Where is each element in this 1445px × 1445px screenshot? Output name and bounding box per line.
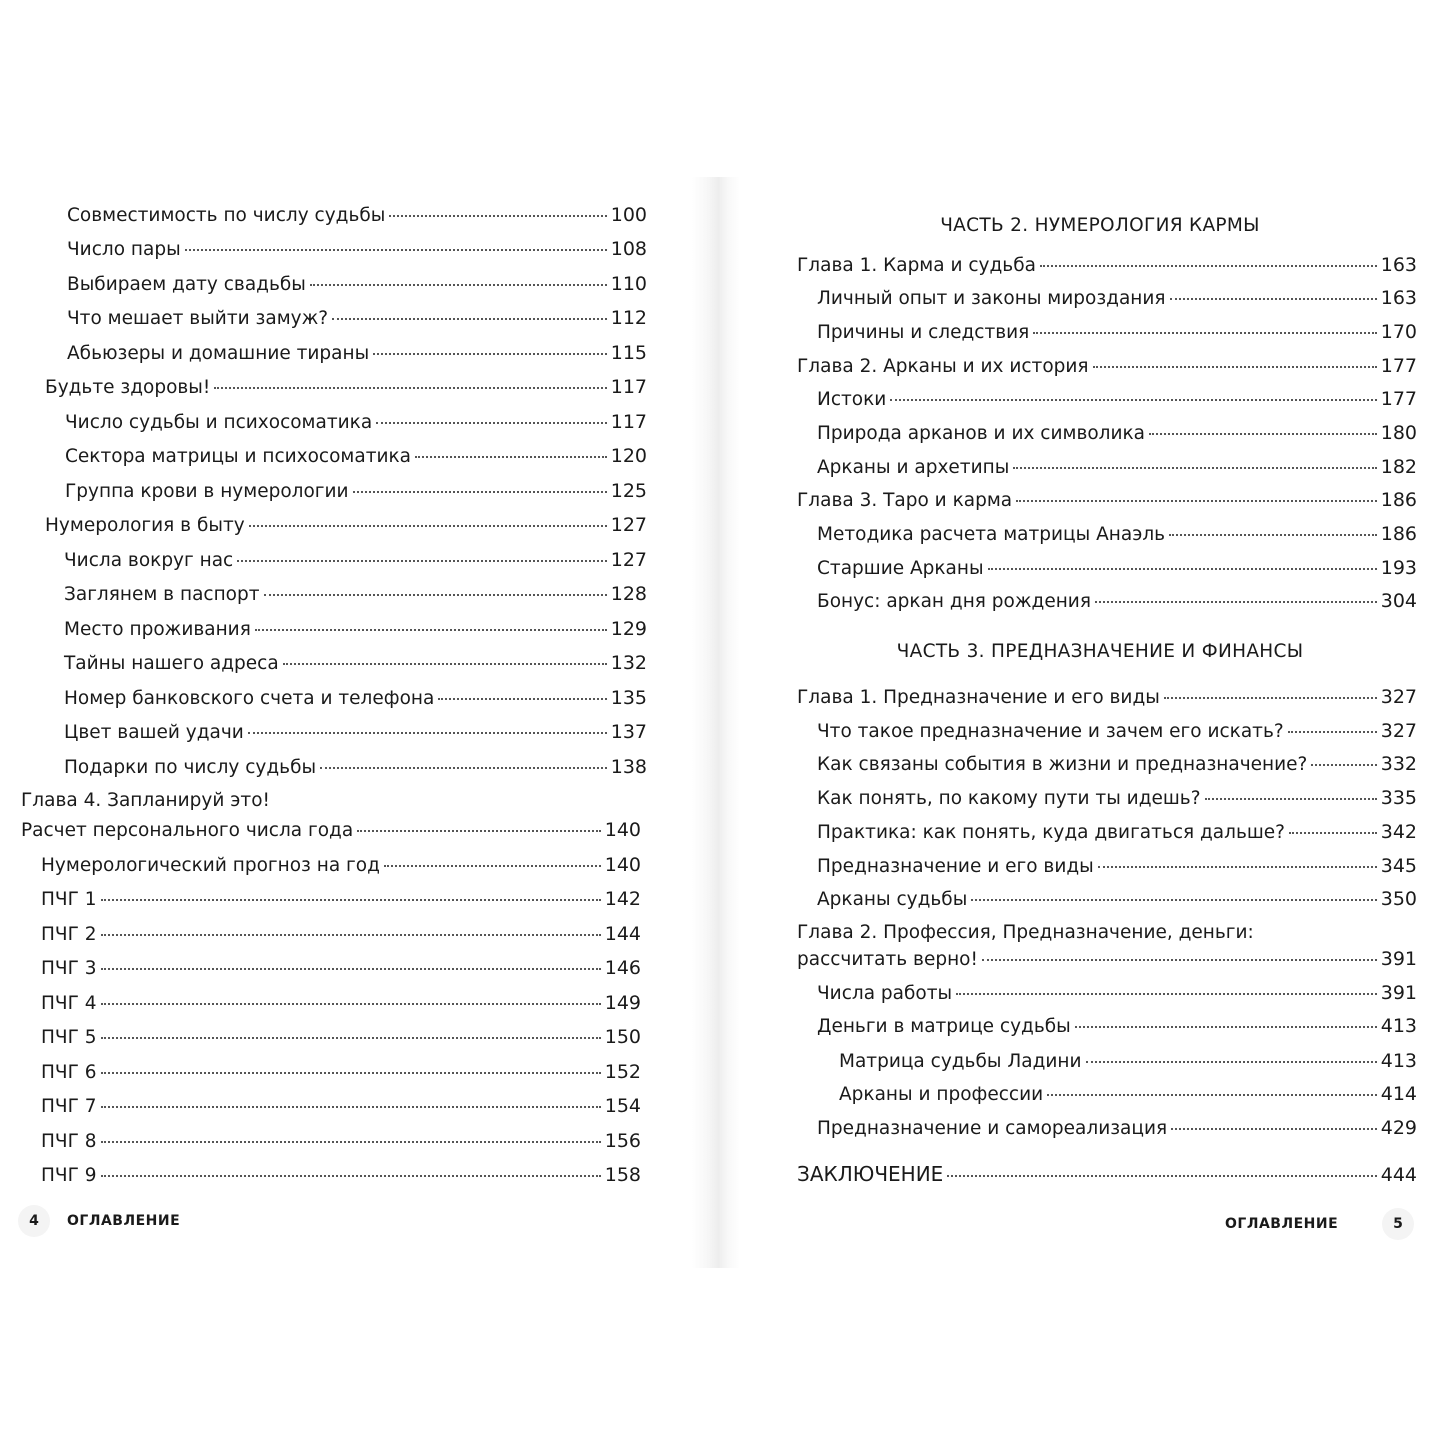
toc-entry (817, 283, 1417, 313)
toc-entry (817, 884, 1417, 914)
dot-leader (353, 477, 607, 493)
dot-leader (283, 649, 607, 665)
dot-leader (1169, 520, 1377, 536)
toc-entry-title: Личный опыт и законы мироздания (817, 288, 1166, 309)
toc-entry-page: 128 (610, 583, 647, 605)
toc-entry (41, 988, 641, 1018)
toc-subentry (839, 1046, 1417, 1076)
toc-entry (64, 752, 647, 782)
dot-leader (357, 816, 601, 832)
toc-entry-page: 413 (1380, 1015, 1417, 1037)
toc-chapter (797, 250, 1417, 280)
toc-entry-title: Глава 2. Арканы и их история (797, 356, 1089, 377)
dot-leader (1289, 818, 1377, 834)
toc-entry-title: Нумерологический прогноз на год (41, 855, 380, 876)
dot-leader (101, 954, 601, 970)
toc-entry (817, 317, 1417, 347)
toc-entry (41, 1126, 641, 1156)
toc-entry (817, 783, 1417, 813)
running-footer: ОГЛАВЛЕНИЕ (1225, 1216, 1339, 1232)
toc-entry (41, 1057, 641, 1087)
toc-entry-title: Выбираем дату свадьбы (67, 274, 306, 295)
dot-leader (384, 851, 601, 867)
toc-entry-title: Методика расчета матрицы Анаэль (817, 524, 1166, 545)
dot-leader (1164, 683, 1377, 699)
toc-entry-title: ЗАКЛЮЧЕНИЕ (797, 1162, 944, 1186)
toc-entry-title: Числа вокруг нас (64, 550, 234, 571)
toc-entry (64, 683, 647, 713)
toc-entry-page: 335 (1380, 787, 1417, 809)
toc-entry-title: Нумерология в быту (45, 515, 245, 536)
toc-entry-title: Как связаны события в жизни и предназначение? (817, 754, 1308, 775)
dot-leader (101, 1023, 601, 1039)
dot-leader (255, 615, 607, 631)
toc-entry (817, 749, 1417, 779)
toc-entry-title: ПЧГ 5 (41, 1027, 97, 1048)
dot-leader (1086, 1047, 1377, 1063)
toc-entry-title: ПЧГ 1 (41, 889, 97, 910)
toc-entry (41, 1022, 641, 1052)
toc-entry-page: 152 (604, 1061, 641, 1083)
toc-entry (817, 1011, 1417, 1041)
toc-entry-title: Расчет персонального числа года (21, 820, 354, 841)
dot-leader (956, 979, 1377, 995)
toc-entry-title: Деньги в матрице судьбы (817, 1016, 1071, 1037)
toc-entry-page: 332 (1380, 753, 1417, 775)
toc-entry-page: 135 (610, 687, 647, 709)
toc-entry (817, 716, 1417, 746)
toc-entry (41, 884, 641, 914)
toc-entry-page: 327 (1380, 720, 1417, 742)
toc-entry (41, 1091, 641, 1121)
toc-entry-page: 180 (1380, 422, 1417, 444)
dot-leader (101, 1058, 601, 1074)
toc-entry (64, 648, 647, 678)
toc-entry-page: 342 (1380, 821, 1417, 843)
toc-entry-page: 304 (1380, 590, 1417, 612)
toc-entry-page: 127 (610, 549, 647, 571)
toc-entry-page: 163 (1380, 254, 1417, 276)
dot-leader (101, 1161, 601, 1177)
book-spread (0, 177, 1445, 1268)
toc-entry (817, 978, 1417, 1008)
toc-entry-page: 125 (610, 480, 647, 502)
toc-entry (67, 200, 647, 230)
toc-entry-page: 156 (604, 1130, 641, 1152)
toc-entry (67, 269, 647, 299)
dot-leader (1095, 587, 1377, 603)
toc-entry-title: Абьюзеры и домашние тираны (67, 343, 370, 364)
dot-leader (1013, 453, 1376, 469)
toc-entry-page: 413 (1380, 1050, 1417, 1072)
toc-entry-page: 115 (610, 342, 647, 364)
dot-leader (214, 373, 606, 389)
toc-entry-page: 138 (610, 756, 647, 778)
toc-entry-title: Бонус: аркан дня рождения (817, 591, 1091, 612)
toc-entry (67, 338, 647, 368)
dot-leader (1093, 352, 1377, 368)
toc-entry-page: 158 (604, 1164, 641, 1186)
toc-entry-title: рассчитать верно! (797, 949, 978, 970)
dot-leader (1171, 1114, 1377, 1130)
dot-leader (1288, 717, 1377, 733)
toc-entry-title: Природа арканов и их символика (817, 423, 1146, 444)
toc-entry-page: 137 (610, 721, 647, 743)
running-footer: ОГЛАВЛЕНИЕ (67, 1213, 181, 1229)
toc-entry (41, 919, 641, 949)
toc-entry-title: Место проживания (64, 619, 251, 640)
chapter-heading: Глава 2. Профессия, Предназначение, деньги: (797, 922, 1254, 943)
dot-leader (415, 442, 607, 458)
dot-leader (264, 580, 607, 596)
toc-section (45, 510, 647, 540)
toc-entry-page: 112 (610, 307, 647, 329)
toc-entry-title: Глава 1. Карма и судьба (797, 255, 1036, 276)
toc-entry-title: Подарки по числу судьбы (64, 757, 317, 778)
toc-entry (64, 579, 647, 609)
toc-entry-page: 170 (1380, 321, 1417, 343)
toc-entry-page: 120 (610, 445, 647, 467)
toc-entry-page: 177 (1380, 355, 1417, 377)
toc-entry-title: Истоки (817, 389, 887, 410)
toc-entry-title: Арканы и профессии (839, 1084, 1044, 1105)
toc-entry-page: 414 (1380, 1083, 1417, 1105)
toc-section (45, 372, 647, 402)
toc-entry (817, 384, 1417, 414)
toc-entry-title: Совместимость по числу судьбы (67, 205, 386, 226)
dot-leader (1016, 486, 1377, 502)
toc-entry-page: 154 (604, 1095, 641, 1117)
toc-entry (41, 850, 641, 880)
part-heading: ЧАСТЬ 2. НУМЕРОЛОГИЯ КАРМЫ (940, 215, 1260, 236)
toc-entry-page: 100 (610, 204, 647, 226)
dot-leader (320, 753, 607, 769)
toc-entry (41, 1160, 641, 1190)
toc-entry (817, 817, 1417, 847)
dot-leader (982, 945, 1377, 961)
toc-entry-page: 117 (610, 411, 647, 433)
toc-chapter (797, 682, 1417, 712)
toc-entry-page: 142 (604, 888, 641, 910)
toc-entry-page: 177 (1380, 388, 1417, 410)
toc-entry (67, 234, 647, 264)
toc-entry (817, 418, 1417, 448)
toc-entry-title: Будьте здоровы! (45, 377, 211, 398)
toc-entry (67, 303, 647, 333)
toc-entry-title: ПЧГ 9 (41, 1165, 97, 1186)
toc-entry (817, 586, 1417, 616)
toc-entry-page: 350 (1380, 888, 1417, 910)
chapter-heading: Глава 4. Запланируй это! (21, 790, 270, 811)
toc-entry-page: 144 (604, 923, 641, 945)
toc-entry-title: Число пары (67, 239, 181, 260)
toc-entry-page: 117 (610, 376, 647, 398)
toc-entry (817, 1113, 1417, 1143)
dot-leader (1047, 1080, 1377, 1096)
toc-entry (64, 614, 647, 644)
toc-entry-page: 132 (610, 652, 647, 674)
dot-leader (376, 408, 607, 424)
dot-leader (1040, 251, 1377, 267)
toc-entry-page: 391 (1380, 982, 1417, 1004)
toc-entry-page: 391 (1380, 948, 1417, 970)
toc-entry-page: 444 (1380, 1164, 1417, 1186)
toc-subentry (839, 1079, 1417, 1109)
toc-entry (817, 851, 1417, 881)
page-number: 4 (18, 1205, 50, 1237)
dot-leader (101, 1092, 601, 1108)
toc-entry-title: Что такое предназначение и зачем его искать? (817, 721, 1284, 742)
dot-leader (1075, 1012, 1377, 1028)
toc-entry-title: Предназначение и его виды (817, 856, 1094, 877)
toc-entry-title: ПЧГ 2 (41, 924, 97, 945)
toc-entry-page: 186 (1380, 489, 1417, 511)
toc-entry (65, 476, 647, 506)
toc-entry-title: Арканы судьбы (817, 889, 968, 910)
toc-chapter (797, 351, 1417, 381)
left-page (0, 177, 712, 1268)
toc-entry (65, 441, 647, 471)
dot-leader (1098, 852, 1377, 868)
toc-conclusion (797, 1159, 1417, 1189)
toc-chapter (797, 944, 1417, 974)
toc-entry-page: 140 (604, 819, 641, 841)
toc-entry-title: Старшие Арканы (817, 558, 984, 579)
dot-leader (373, 339, 607, 355)
dot-leader (1170, 284, 1377, 300)
toc-entry-title: Арканы и архетипы (817, 457, 1010, 478)
toc-entry-page: 163 (1380, 287, 1417, 309)
dot-leader (1311, 750, 1376, 766)
toc-entry-title: Матрица судьбы Ладини (839, 1051, 1082, 1072)
toc-entry-page: 129 (610, 618, 647, 640)
toc-entry-title: Заглянем в паспорт (64, 584, 260, 605)
toc-entry-title: Номер банковского счета и телефона (64, 688, 435, 709)
dot-leader (101, 1127, 601, 1143)
toc-entry-title: Причины и следствия (817, 322, 1030, 343)
dot-leader (310, 270, 607, 286)
toc-entry-page: 182 (1380, 456, 1417, 478)
toc-entry-page: 186 (1380, 523, 1417, 545)
dot-leader (389, 201, 606, 217)
toc-entry-title: Числа работы (817, 983, 953, 1004)
dot-leader (947, 1161, 1376, 1177)
toc-entry-title: Группа крови в нумерологии (65, 481, 349, 502)
toc-entry-title: ПЧГ 6 (41, 1062, 97, 1083)
right-page (712, 177, 1445, 1268)
dot-leader (248, 718, 607, 734)
dot-leader (101, 920, 601, 936)
toc-entry-title: ПЧГ 8 (41, 1131, 97, 1152)
toc-entry-title: Глава 1. Предназначение и его виды (797, 687, 1160, 708)
page-number: 5 (1382, 1208, 1414, 1240)
dot-leader (101, 989, 601, 1005)
toc-entry-page: 149 (604, 992, 641, 1014)
toc-entry-title: Цвет вашей удачи (64, 722, 244, 743)
dot-leader (185, 235, 607, 251)
toc-entry-title: Сектора матрицы и психосоматика (65, 446, 411, 467)
toc-entry-title: Как понять, по какому пути ты идешь? (817, 788, 1201, 809)
toc-entry (817, 452, 1417, 482)
toc-entry-title: Предназначение и самореализация (817, 1118, 1168, 1139)
toc-entry-page: 108 (610, 238, 647, 260)
toc-entry (64, 545, 647, 575)
toc-entry-page: 146 (604, 957, 641, 979)
toc-entry (65, 407, 647, 437)
dot-leader (1205, 784, 1377, 800)
dot-leader (1149, 419, 1377, 435)
dot-leader (890, 385, 1376, 401)
toc-section (21, 815, 641, 845)
toc-entry-title: ПЧГ 7 (41, 1096, 97, 1117)
toc-entry (817, 553, 1417, 583)
toc-entry-page: 327 (1380, 686, 1417, 708)
toc-entry-page: 127 (610, 514, 647, 536)
toc-entry-title: Глава 3. Таро и карма (797, 490, 1013, 511)
dot-leader (438, 684, 606, 700)
toc-entry-page: 140 (604, 854, 641, 876)
dot-leader (1033, 318, 1376, 334)
toc-entry (41, 953, 641, 983)
dot-leader (988, 554, 1377, 570)
toc-entry-title: ПЧГ 3 (41, 958, 97, 979)
toc-entry-title: Тайны нашего адреса (64, 653, 279, 674)
toc-entry-title: Практика: как понять, куда двигаться дальше? (817, 822, 1285, 843)
dot-leader (101, 885, 601, 901)
toc-entry-page: 110 (610, 273, 647, 295)
dot-leader (971, 885, 1376, 901)
toc-entry-title: ПЧГ 4 (41, 993, 97, 1014)
toc-entry-page: 345 (1380, 855, 1417, 877)
toc-entry-title: Число судьбы и психосоматика (65, 412, 373, 433)
toc-entry-page: 193 (1380, 557, 1417, 579)
toc-entry-page: 150 (604, 1026, 641, 1048)
dot-leader (332, 304, 607, 320)
toc-entry (817, 519, 1417, 549)
toc-entry (64, 717, 647, 747)
toc-chapter (797, 485, 1417, 515)
toc-entry-page: 429 (1380, 1117, 1417, 1139)
dot-leader (249, 511, 607, 527)
toc-entry-title: Что мешает выйти замуж? (67, 308, 329, 329)
dot-leader (237, 546, 607, 562)
part-heading: ЧАСТЬ 3. ПРЕДНАЗНАЧЕНИЕ И ФИНАНСЫ (896, 641, 1304, 662)
